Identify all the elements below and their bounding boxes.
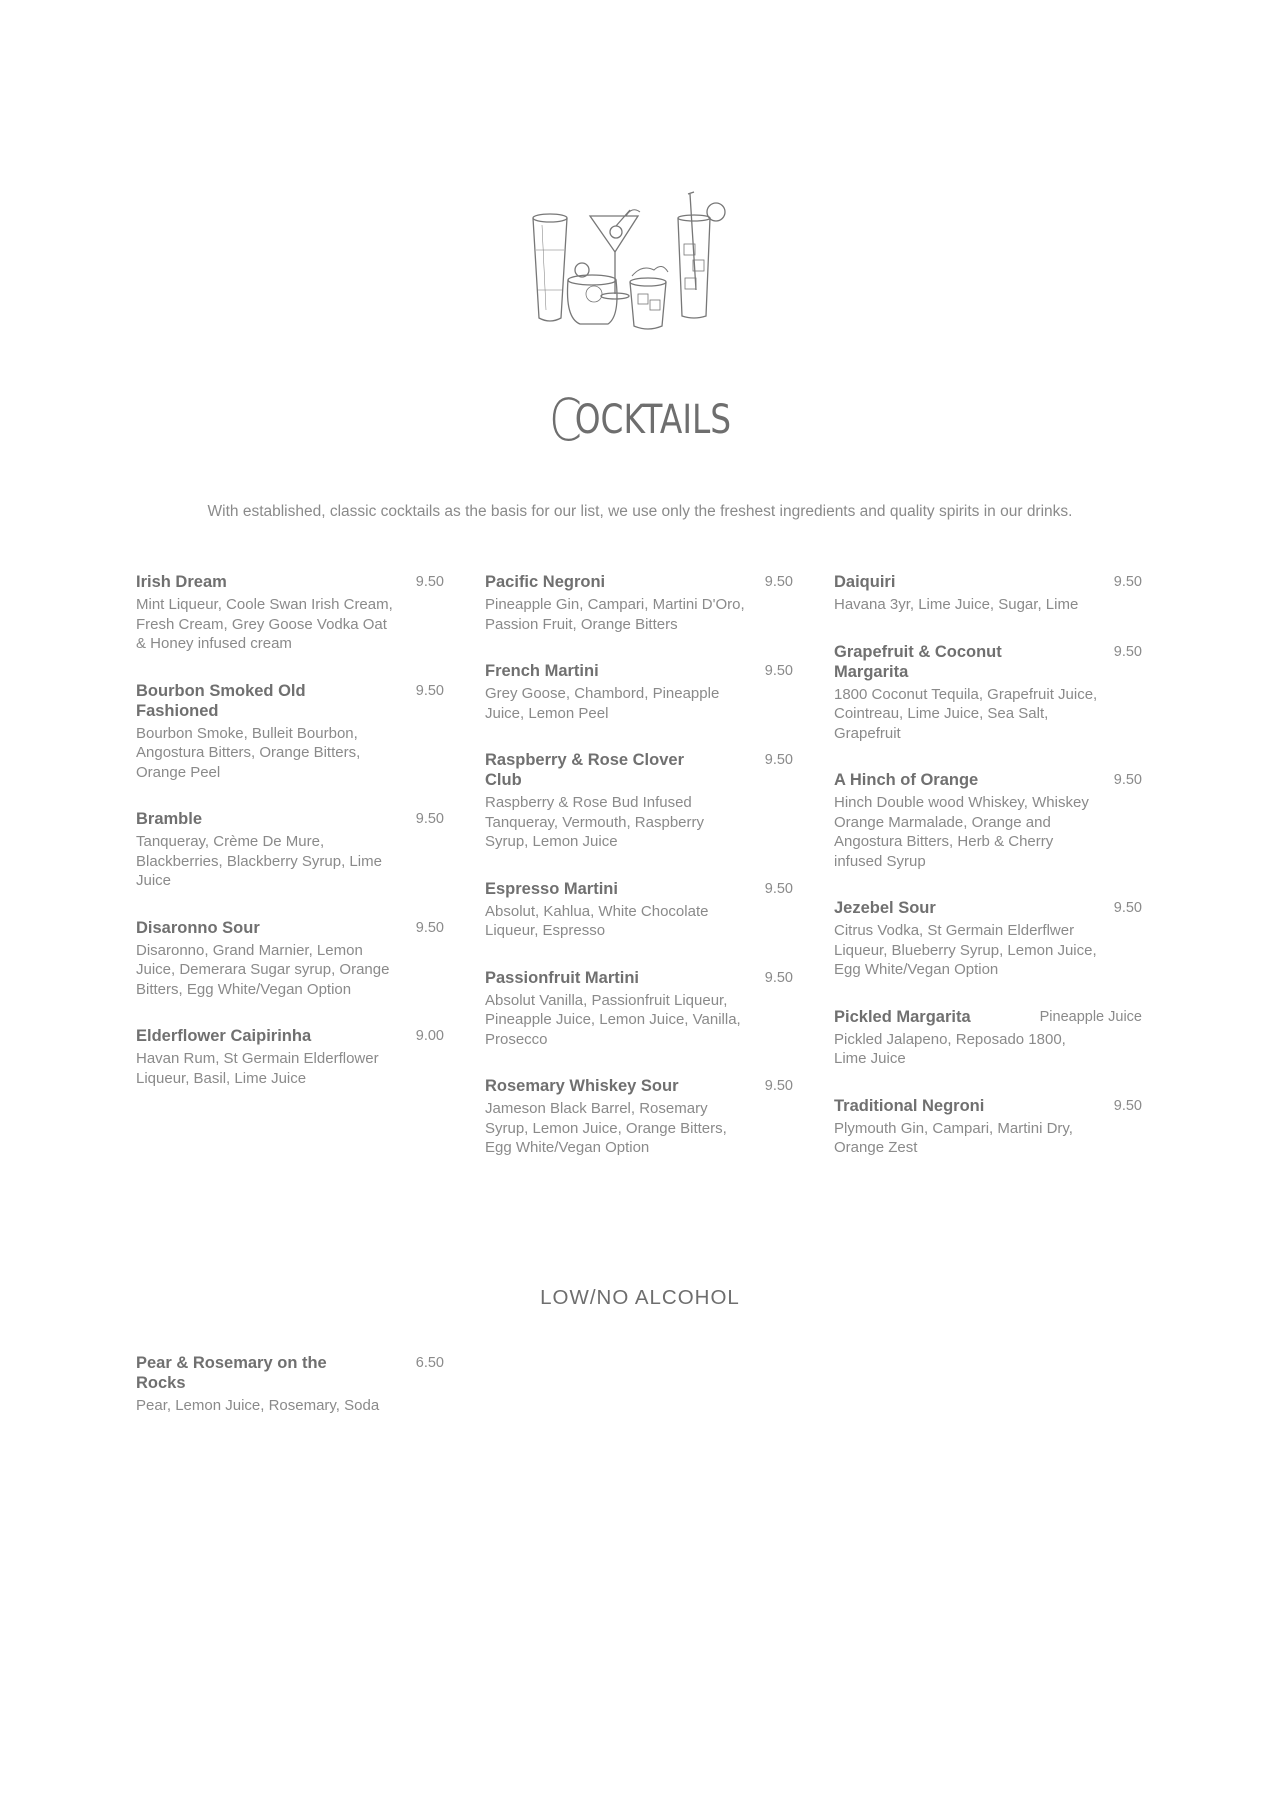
menu-column-3 xyxy=(834,572,1142,1185)
menu-item xyxy=(136,1026,444,1088)
item-name: Irish Dream xyxy=(136,573,227,591)
item-name: Elderflower Caipirinha xyxy=(136,1027,312,1045)
item-price: 9.50 xyxy=(415,682,444,699)
menu-item xyxy=(485,661,793,723)
item-price: 9.50 xyxy=(415,574,444,590)
item-price: 9.50 xyxy=(1113,574,1142,590)
menu-column-2 xyxy=(485,572,793,1185)
martini-glass-icon xyxy=(590,210,640,299)
item-description: Bourbon Smoke, Bulleit Bourbon, Angostura Bitters, Orange Bitters, Orange Peel xyxy=(136,724,361,781)
item-description: Grey Goose, Chambord, Pineapple Juice, Lemon Peel xyxy=(485,685,720,722)
item-description: Raspberry & Rose Bud Infused Tanqueray, Vermouth, Raspberry Syrup, Lemon Juice xyxy=(485,794,705,850)
item-name: Disaronno Sour xyxy=(136,918,260,937)
item-price: 9.50 xyxy=(764,752,793,768)
menu-item xyxy=(136,572,444,654)
item-description: Absolut Vanilla, Passionfruit Liqueur, Pineapple Juice, Lemon Juice, Vanilla, Prosecco xyxy=(485,991,741,1048)
item-name: A Hinch of Orange xyxy=(834,771,979,789)
item-name: Espresso Martini xyxy=(485,879,618,898)
item-name: Passionfruit Martini xyxy=(485,968,640,987)
item-price: 9.50 xyxy=(415,811,444,827)
page-title xyxy=(115,386,1165,454)
menu-column-1 xyxy=(136,572,444,1115)
item-description: Plymouth Gin, Campari, Martini Dry, Orange Zest xyxy=(834,1119,1073,1156)
item-name: French Martini xyxy=(485,662,599,680)
item-name: Jezebel Sour xyxy=(834,899,936,917)
item-name: Grapefruit & Coconut Margarita xyxy=(834,642,1002,681)
item-price: 9.50 xyxy=(1113,772,1142,788)
item-price: 9.50 xyxy=(1113,900,1142,916)
menu-item xyxy=(136,1353,444,1416)
item-price: Pineapple Juice xyxy=(1039,1008,1142,1025)
low-alcohol-column xyxy=(136,1353,444,1443)
shaker-icon xyxy=(533,214,567,321)
item-description: Tanqueray, Crème De Mure, Blackberries, Blackberry Syrup, Lime Juice xyxy=(136,833,382,889)
menu-item xyxy=(834,898,1142,980)
menu-item xyxy=(485,968,793,1050)
menu-item xyxy=(485,572,793,634)
item-description: Absolut, Kahlua, White Chocolate Liqueur, Espresso xyxy=(485,902,709,939)
item-description: Citrus Vodka, St Germain Elderflwer Liqueur, Blueberry Syrup, Lemon Juice, Egg White/Vegan Option xyxy=(834,922,1097,978)
item-price: 9.50 xyxy=(764,574,793,590)
item-description: Havan Rum, St Germain Elderflower Liqueur, Basil, Lime Juice xyxy=(136,1050,379,1087)
item-name: Pacific Negroni xyxy=(485,573,606,591)
item-price: 9.50 xyxy=(764,969,793,986)
item-description: Mint Liqueur, Coole Swan Irish Cream, Fresh Cream, Grey Goose Vodka Oat & Honey infused cream xyxy=(136,596,393,652)
menu-item xyxy=(834,572,1142,615)
item-description: Havana 3yr, Lime Juice, Sugar, Lime xyxy=(834,596,1079,613)
menu-item xyxy=(834,1096,1142,1158)
item-name: Daiquiri xyxy=(834,573,896,591)
menu-item xyxy=(136,809,444,891)
item-price: 9.50 xyxy=(415,919,444,936)
item-description: Disaronno, Grand Marnier, Lemon Juice, Demerara Sugar syrup, Orange Bitters, Egg White/Vegan Option xyxy=(136,941,390,998)
menu-item xyxy=(136,681,444,783)
item-name: Raspberry & Rose Clover Club xyxy=(485,751,684,789)
title-rest: OCKTAILS xyxy=(574,397,732,443)
item-name: Pickled Margarita xyxy=(834,1007,971,1026)
item-price: 9.50 xyxy=(764,663,793,679)
menu-item xyxy=(485,1076,793,1158)
item-price: 9.00 xyxy=(415,1028,444,1044)
item-price: 9.50 xyxy=(764,1078,793,1094)
menu-item xyxy=(485,750,793,852)
item-description: Hinch Double wood Whiskey, Whiskey Orange Marmalade, Orange and Angostura Bitters, Herb & Cherry infused Syrup xyxy=(834,794,1089,870)
menu-item xyxy=(834,1007,1142,1069)
item-name: Bramble xyxy=(136,810,203,828)
menu-item xyxy=(136,918,444,1000)
item-name: Traditional Negroni xyxy=(834,1096,985,1115)
item-description: Jameson Black Barrel, Rosemary Syrup, Lemon Juice, Orange Bitters, Egg White/Vegan Option xyxy=(485,1100,727,1156)
cocktail-glasses-illustration xyxy=(520,190,750,340)
menu-item xyxy=(834,642,1142,744)
highball-glass-icon xyxy=(678,192,725,318)
old-fashioned-glass-icon xyxy=(630,266,668,329)
item-price: 6.50 xyxy=(415,1355,444,1371)
item-price: 9.50 xyxy=(764,880,793,897)
item-description: Pickled Jalapeno, Reposado 1800, Lime Juice xyxy=(834,1030,1066,1067)
item-description: Pear, Lemon Juice, Rosemary, Soda xyxy=(136,1397,380,1414)
title-initial: C xyxy=(548,386,575,454)
item-description: 1800 Coconut Tequila, Grapefruit Juice, Cointreau, Lime Juice, Sea Salt, Grapefruit xyxy=(834,685,1098,742)
item-name: Bourbon Smoked Old Fashioned xyxy=(136,681,306,720)
low-alcohol-heading: LOW/NO ALCOHOL xyxy=(540,1286,740,1309)
item-price: 9.50 xyxy=(1113,1097,1142,1114)
menu-item xyxy=(485,879,793,941)
item-name: Rosemary Whiskey Sour xyxy=(485,1077,679,1095)
intro-text: With established, classic cocktails as the basis for our list, we use only the freshest ingredients and quality spirits in our drinks. xyxy=(207,503,1073,520)
item-name: Pear & Rosemary on the Rocks xyxy=(136,1354,327,1392)
item-description: Pineapple Gin, Campari, Martini D'Oro, Passion Fruit, Orange Bitters xyxy=(485,596,745,633)
item-price: 9.50 xyxy=(1113,643,1142,660)
menu-item xyxy=(834,770,1142,871)
